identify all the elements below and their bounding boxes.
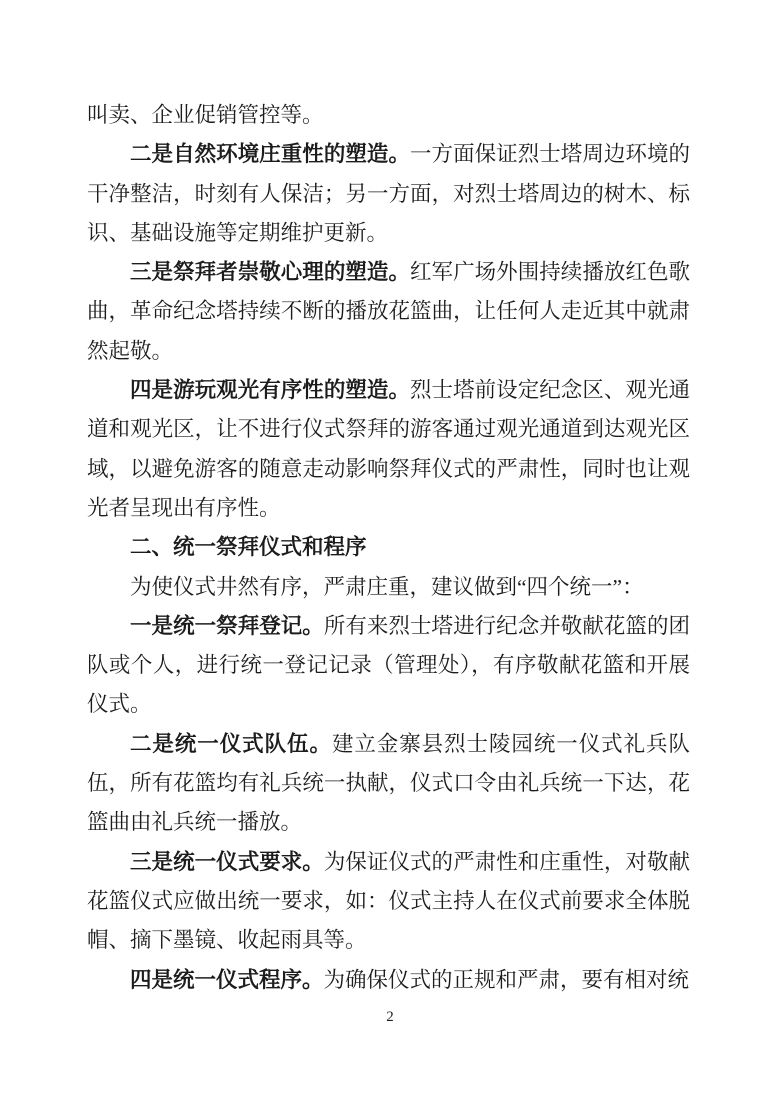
paragraph-text: 为保证仪式的严肃性和庄重性，对敬献花篮仪式应做出统一要求，如：仪式主持人在仪式前要求全体脱帽、摘下墨镜、收起雨具等。 [87,849,690,953]
paragraph-lead: 一是统一祭拜登记。 [130,613,324,638]
paragraph-unify-3 [87,843,690,961]
page-number: 2 [386,1009,394,1025]
section-heading-text: 二、统一祭拜仪式和程序 [130,535,367,560]
paragraph-lead: 三是祭拜者崇敬心理的塑造。 [130,260,411,285]
paragraph-text: 红军广场外围持续播放红色歌曲，革命纪念塔持续不断的播放花篮曲，让任何人走近其中就肃然起敬。 [87,260,690,363]
paragraph-intro [87,568,690,607]
paragraph-unify-1 [87,607,690,725]
paragraph-lead: 二是自然环境庄重性的塑造。 [130,142,411,167]
paragraph-lead: 二是统一仪式队伍。 [130,731,332,756]
paragraph-unify-4 [87,961,690,1000]
document-body [87,96,690,1000]
paragraph-text: 为确保仪式的正规和严肃，要有相对统 [323,967,690,992]
paragraph-point-4 [87,371,690,528]
section-heading [87,528,690,567]
paragraph-text: 叫卖、企业促销管控等。 [87,103,324,127]
paragraph-lead: 三是统一仪式要求。 [130,849,324,874]
paragraph-text: 所有来烈士塔进行纪念并敬献花篮的团队或个人，进行统一登记记录（管理处），有序敬献花篮和开展仪式。 [87,613,690,717]
paragraph-continuation [87,96,690,135]
paragraph-lead: 四是游玩观光有序性的塑造。 [130,378,411,403]
paragraph-text: 一方面保证烈士塔周边环境的干净整洁，时刻有人保洁；另一方面，对烈士塔周边的树木、标识、基础设施等定期维护更新。 [87,142,690,245]
paragraph-text: 建立金寨县烈士陵园统一仪式礼兵队伍，所有花篮均有礼兵统一执献，仪式口令由礼兵统一下达，花篮曲由礼兵统一播放。 [87,731,690,835]
paragraph-text: 为使仪式井然有序，严肃庄重，建议做到“四个统一”： [130,574,644,599]
paragraph-lead: 四是统一仪式程序。 [130,967,324,992]
paragraph-unify-2 [87,725,690,843]
paragraph-point-3 [87,253,690,371]
paragraph-point-2 [87,135,690,253]
paragraph-text: 烈士塔前设定纪念区、观光通道和观光区，让不进行仪式祭拜的游客通过观光通道到达观光区域，以避免游客的随意走动影响祭拜仪式的严肃性，同时也让观光者呈现出有序性。 [87,378,690,520]
